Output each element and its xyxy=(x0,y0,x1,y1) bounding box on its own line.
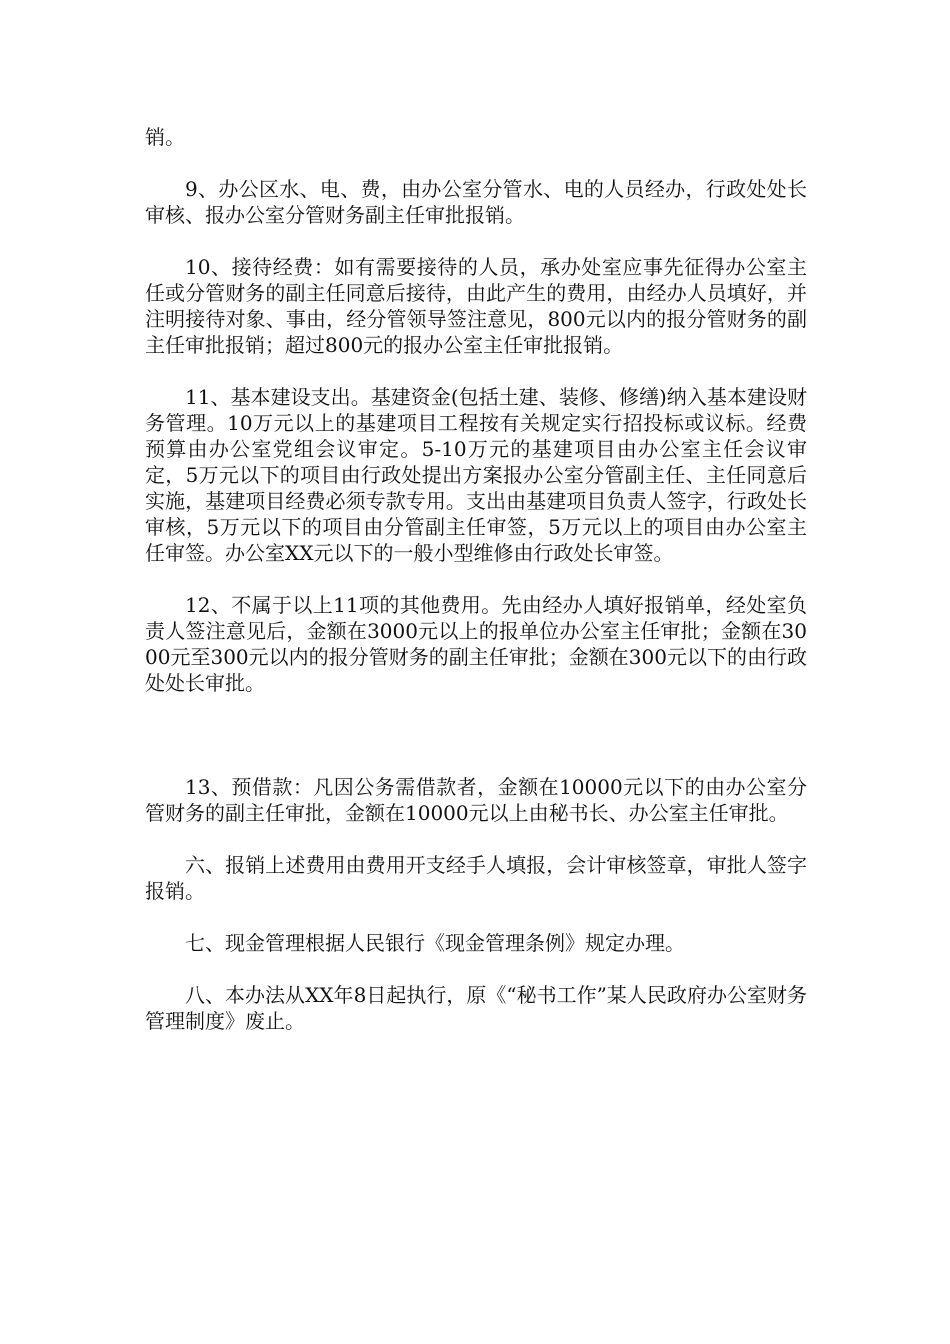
paragraph-section-6: 六、报销上述费用由费用开支经手人填报，会计审核签章，审批人签字报销。 xyxy=(145,853,807,903)
paragraph-item-10: 10、接待经费：如有需要接待的人员，承办处室应事先征得办公室主任或分管财务的副主任同意后接待，由此产生的费用，由经办人员填好，并注明接待对象、事由，经分管领导签注意见，800元以内的报分管财务的副主任审批报销；超过800元的报办公室主任审批报销。 xyxy=(145,255,807,357)
paragraph-item-12: 12、不属于以上11项的其他费用。先由经办人填好报销单，经处室负责人签注意见后，金额在3000元以上的报单位办公室主任审批；金额在3000元至300元以内的报分管财务的副主任审批；金额在300元以下的由行政处处长审批。 xyxy=(145,593,807,695)
paragraph-item-11: 11、基本建设支出。基建资金(包括土建、装修、修缮)纳入基本建设财务管理。10万元以上的基建项目工程按有关规定实行招投标或议标。经费预算由办公室党组会议审定。5-10万元的基建项目由办公室主任会议审定，5万元以下的项目由行政处提出方案报办公室分管副主任、主任同意后实施，基建项目经费必须专款专用。支出由基建项目负责人签字，行政处长审核，5万元以下的项目由分管副主任审签，5万元以上的项目由办公室主任审签。办公室XX元以下的一般小型维修由行政处长审签。 xyxy=(145,385,807,565)
paragraph-section-8: 八、本办法从XX年8日起执行，原《“秘书工作”某人民政府办公室财务管理制度》废止。 xyxy=(145,983,807,1033)
blank-space xyxy=(145,722,807,774)
paragraph-section-7: 七、现金管理根据人民银行《现金管理条例》规定办理。 xyxy=(185,931,685,955)
paragraph-item-9: 9、办公区水、电、费，由办公室分管水、电的人员经办，行政处处长审核、报办公室分管财务副主任审批报销。 xyxy=(145,177,807,227)
paragraph-continuation: 销。 xyxy=(145,125,185,149)
paragraph-item-13: 13、预借款：凡因公务需借款者，金额在10000元以下的由办公室分管财务的副主任审批，金额在10000元以上由秘书长、办公室主任审批。 xyxy=(145,775,807,825)
document-body xyxy=(145,124,807,1060)
